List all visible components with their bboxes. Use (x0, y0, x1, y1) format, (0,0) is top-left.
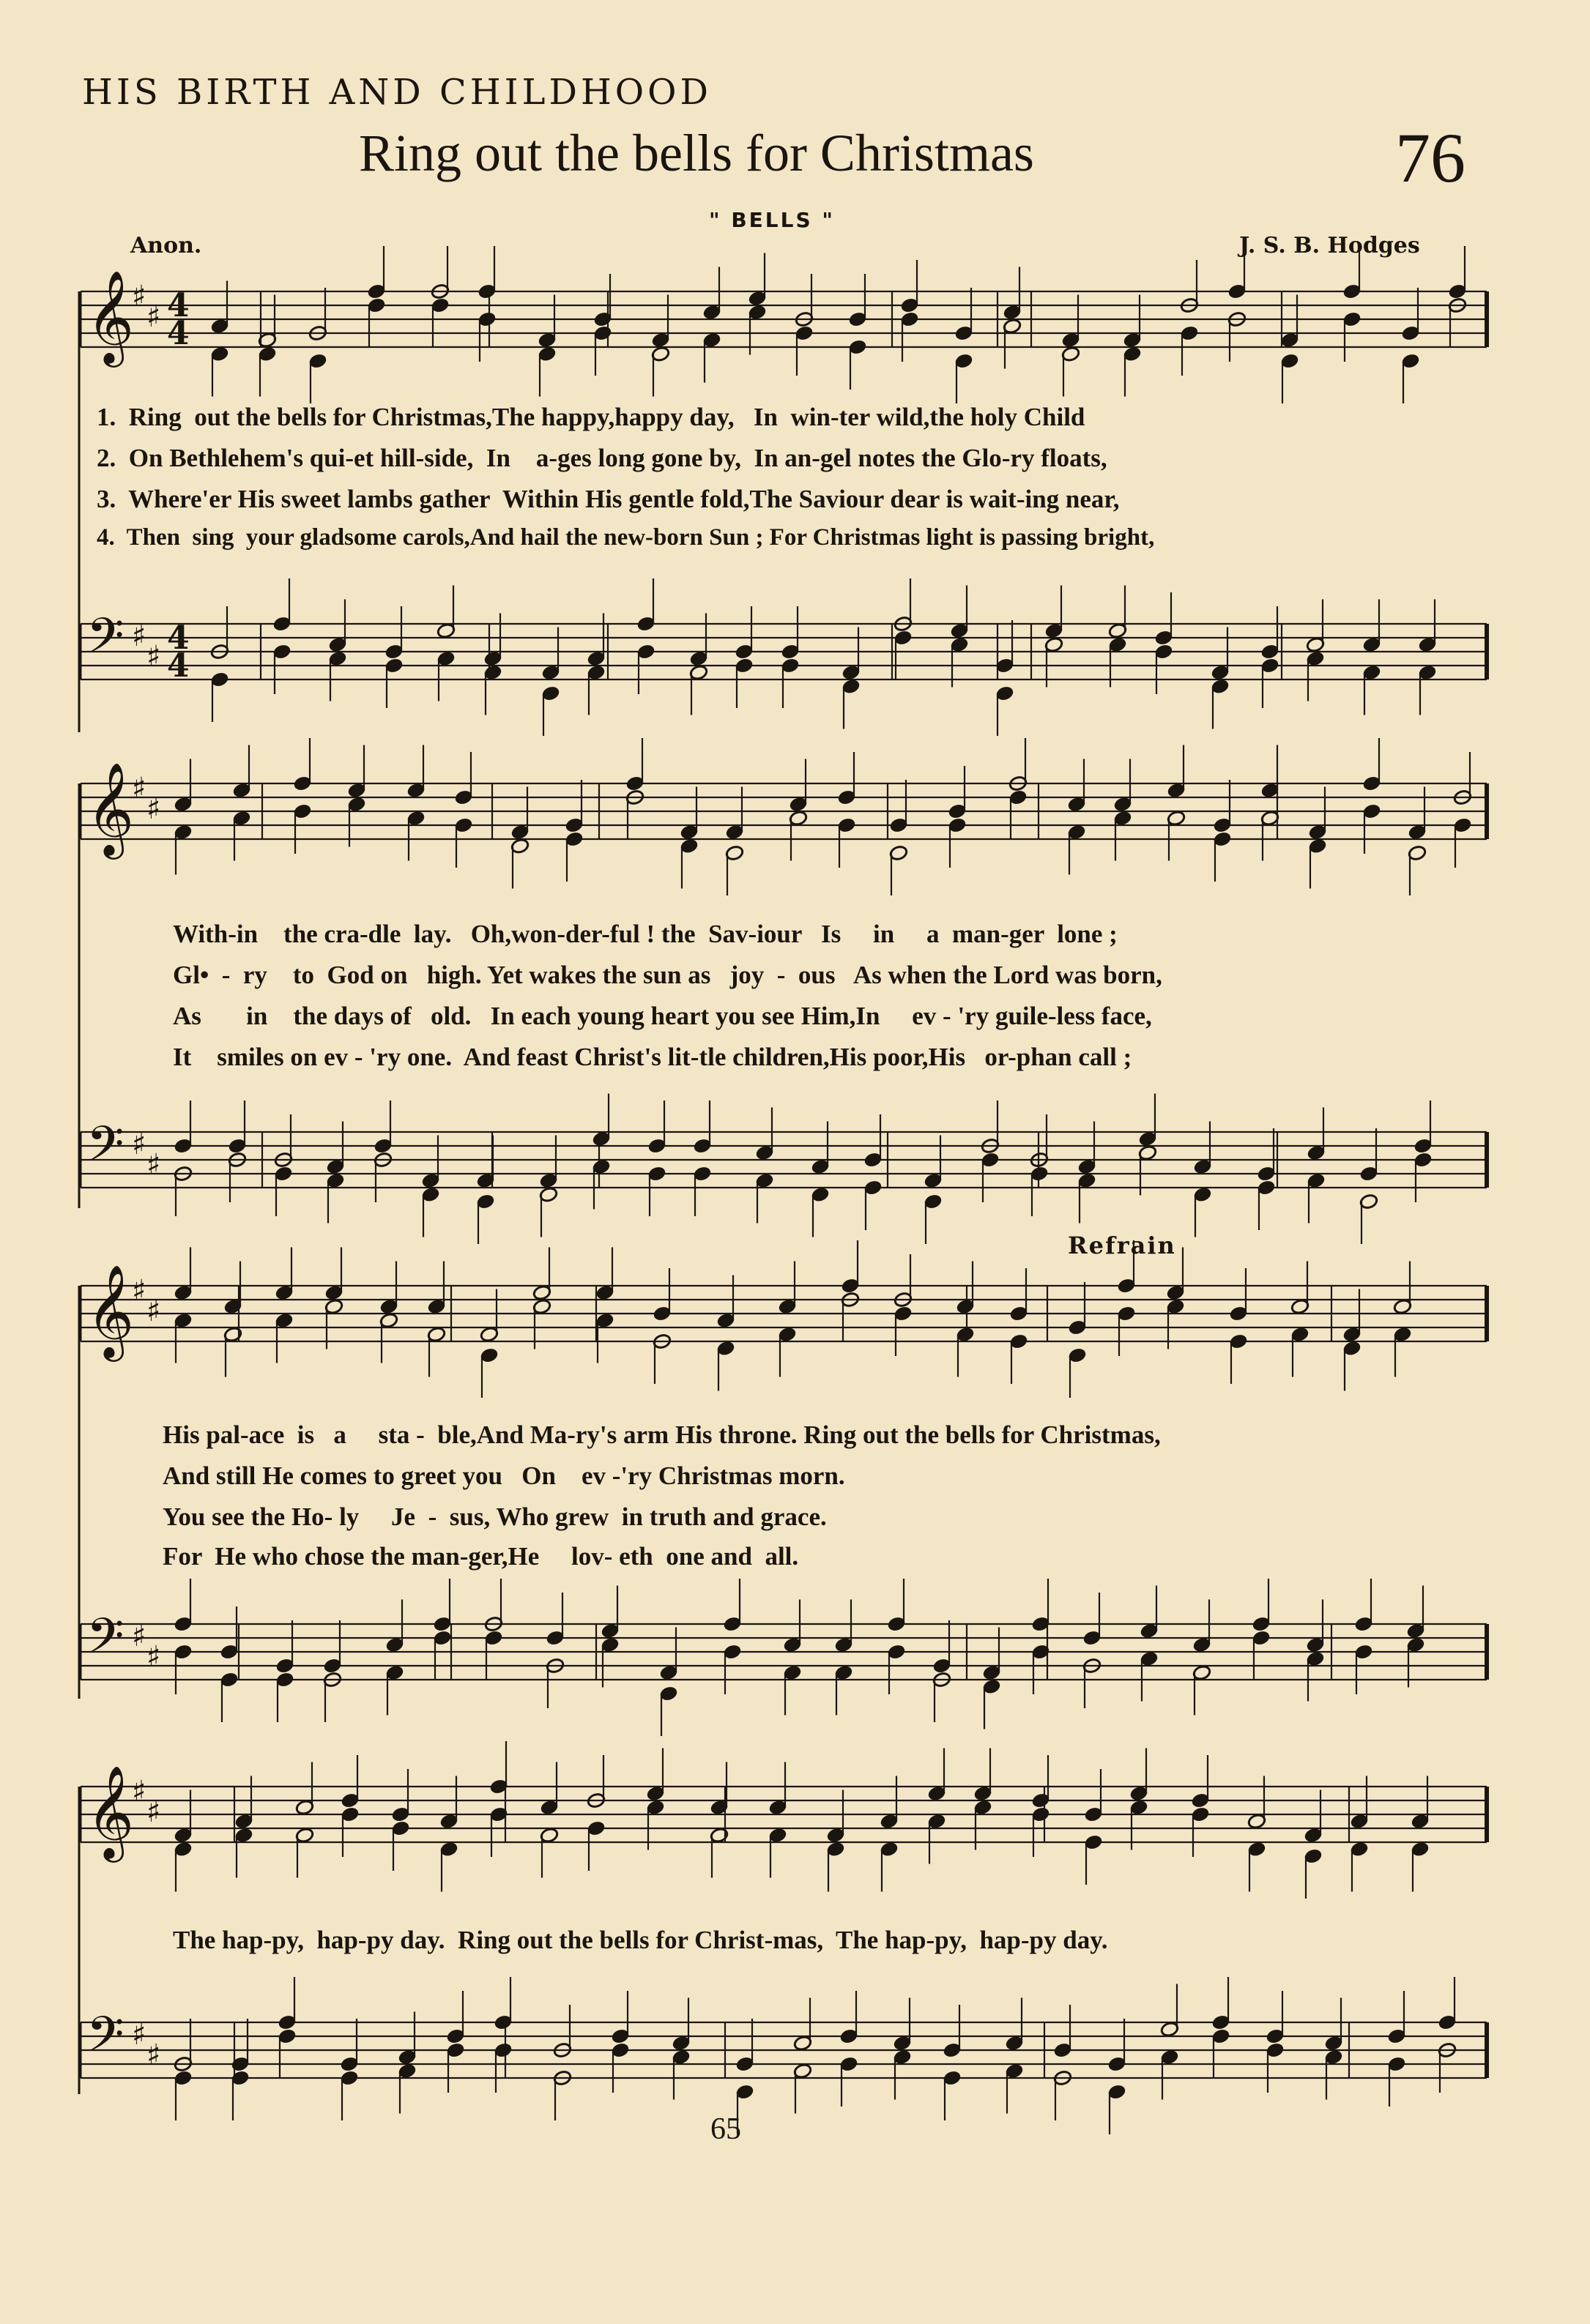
refrain-label: Refrain (1068, 1232, 1176, 1259)
svg-text:♯: ♯ (146, 792, 161, 826)
svg-text:𝄞: 𝄞 (86, 761, 135, 855)
verse-4-line-2: It smiles on ev - 'ry one. And feast Christ's lit-tle children,His poor,His or-phan call ; (173, 1043, 1132, 1071)
svg-text:𝄢: 𝄢 (86, 608, 125, 676)
composer-credit: J. S. B. Hodges (1239, 233, 1420, 258)
svg-text:♯: ♯ (146, 1148, 161, 1182)
svg-text:♯: ♯ (146, 1640, 161, 1674)
hymn-number: 76 (1395, 119, 1465, 197)
svg-text:𝄢: 𝄢 (86, 1116, 125, 1184)
verse-3-line-3: You see the Ho- ly Je - sus, Who grew in truth and grace. (163, 1502, 827, 1531)
svg-text:♯: ♯ (132, 1274, 146, 1308)
svg-text:♯: ♯ (146, 2038, 161, 2072)
verse-2-line-2: Gl• - ry to God on high. Yet wakes the sun as joy - ous As when the Lord was born, (173, 961, 1162, 989)
svg-text:♯: ♯ (146, 640, 161, 674)
svg-text:♯: ♯ (146, 1795, 161, 1829)
svg-text:𝄞: 𝄞 (86, 1765, 135, 1858)
svg-text:♯: ♯ (132, 1775, 146, 1809)
verse-1-line-1: 1. Ring out the bells for Christmas,The happy,happy day, In win-ter wild,the holy Child (97, 403, 1085, 431)
verse-2-line-3: And still He comes to greet you On ev -'ry Christmas morn. (163, 1461, 845, 1490)
svg-text:♯: ♯ (132, 772, 146, 805)
svg-text:♯: ♯ (132, 2018, 146, 2052)
hymn-title: Ring out the bells for Christmas (359, 124, 1034, 182)
svg-text:♯: ♯ (132, 1128, 146, 1161)
svg-text:𝄞: 𝄞 (86, 1264, 135, 1357)
svg-text:♯: ♯ (146, 300, 161, 334)
verse-3-line-1: 3. Where'er His sweet lambs gather Within His gentle fold,The Saviour dear is wait-ing near, (97, 485, 1120, 513)
svg-text:4: 4 (167, 619, 190, 657)
staff-lines (79, 291, 1487, 2094)
svg-text:4: 4 (167, 647, 190, 685)
author-credit: Anon. (130, 233, 202, 258)
svg-text:♯: ♯ (146, 1295, 161, 1328)
section-heading: HIS BIRTH AND CHILDHOOD (82, 72, 712, 113)
tune-name: " BELLS " (709, 208, 835, 232)
svg-text:𝄢: 𝄢 (86, 1608, 125, 1676)
svg-text:𝄢: 𝄢 (86, 2006, 125, 2074)
refrain-lyric: The hap-py, hap-py day. Ring out the bells for Christ-mas, The hap-py, hap-py day. (173, 1926, 1108, 1954)
page-number: 65 (710, 2112, 741, 2146)
verse-3-line-2: As in the days of old. In each young heart you see Him,In ev - 'ry guile-less face, (173, 1002, 1152, 1030)
svg-text:4: 4 (167, 315, 190, 352)
svg-text:♯: ♯ (132, 619, 146, 653)
svg-text:♯: ♯ (132, 1620, 146, 1653)
svg-text:𝄞: 𝄞 (86, 269, 135, 363)
svg-text:4: 4 (167, 287, 190, 324)
svg-text:♯: ♯ (132, 280, 146, 313)
verse-4-line-3: For He who chose the man-ger,He lov- eth one and all. (163, 1542, 799, 1571)
verse-4-line-1: 4. Then sing your gladsome carols,And hail the new-born Sun ; For Christmas light is passing bright, (97, 524, 1155, 551)
verse-2-line-1: 2. On Bethlehem's qui-et hill-side, In a-ges long gone by, In an-gel notes the Glo-ry floats, (97, 444, 1107, 472)
verse-1-line-2: With-in the cra-dle lay. Oh,won-der-ful ! the Sav-iour Is in a man-ger lone ; (173, 920, 1118, 948)
verse-1-line-3: His pal-ace is a sta - ble,And Ma-ry's arm His throne. Ring out the bells for Christmas, (163, 1420, 1161, 1449)
